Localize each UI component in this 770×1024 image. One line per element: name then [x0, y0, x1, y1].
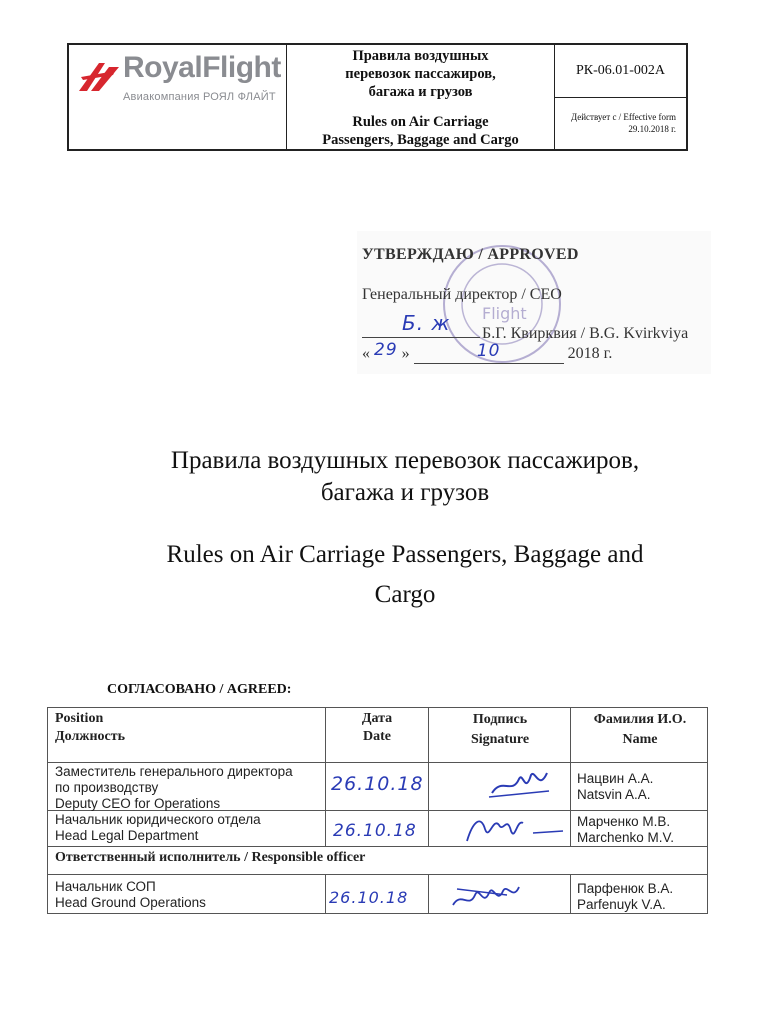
table-border — [325, 874, 326, 914]
table-border — [428, 874, 429, 914]
header-signature-ru: Подпись — [472, 712, 528, 727]
header-title-en-line: Passengers, Baggage and Cargo — [322, 132, 519, 148]
header-title-en — [287, 113, 554, 149]
row-position: Начальник юридического отдела — [55, 812, 261, 827]
header-position — [55, 710, 125, 746]
table-border — [47, 846, 708, 847]
svg-text:Flight: Flight — [482, 304, 527, 323]
effective-label: Действует с / Effective form — [570, 112, 676, 122]
signature-icon — [487, 765, 557, 805]
approval-day: 29 — [374, 340, 398, 360]
header-title-ru-line: Правила воздушных — [352, 48, 489, 64]
row-name — [577, 771, 653, 803]
approval-month: 10 — [476, 341, 501, 361]
row-name-en: Marchenko M.V. — [577, 830, 675, 845]
main-title-ru-line: багажа и грузов — [320, 479, 490, 506]
approval-role: Генеральный директор / CEO — [362, 286, 562, 303]
header-signature — [432, 710, 568, 750]
header-code-cell — [555, 45, 686, 149]
header-title-cell — [287, 45, 555, 149]
table-row — [55, 764, 293, 812]
row-date: 26.10.18 — [333, 821, 417, 841]
table-border — [570, 874, 571, 914]
header-name-ru: Фамилия И.О. — [593, 712, 687, 727]
table-border — [47, 707, 48, 914]
signature-icon — [447, 875, 537, 915]
header-position-en: Position — [55, 711, 104, 726]
header-date — [329, 710, 425, 746]
effective-date-block — [555, 97, 686, 149]
agreed-label: СОГЛАСОВАНО / AGREED: — [107, 682, 292, 697]
table-border — [707, 707, 708, 914]
logo-brand-text: RoyalFlight — [123, 51, 281, 84]
approval-block — [357, 231, 711, 374]
header-position-ru: Должность — [55, 729, 126, 744]
header-signature-en: Signature — [470, 732, 530, 747]
main-title-en-line: Rules on Air Carriage Passengers, Baggage and — [166, 541, 644, 568]
table-border — [570, 707, 571, 847]
royalflight-logo-icon — [75, 57, 121, 95]
row-position: Deputy CEO for Operations — [55, 796, 221, 811]
responsible-officer-label: Ответственный исполнитель / Responsible officer — [55, 850, 366, 865]
row-name-ru: Марченко М.В. — [577, 814, 671, 829]
main-title-en-line: Cargo — [374, 581, 436, 608]
table-border — [47, 707, 708, 708]
header-title-en-line: Rules on Air Carriage — [352, 114, 489, 130]
table-border — [47, 913, 708, 914]
table-border — [47, 762, 708, 763]
row-position: по производству — [55, 780, 159, 795]
approval-year: 2018 г. — [567, 345, 613, 362]
row-date: 26.10.18 — [331, 773, 424, 795]
logo-cell — [69, 45, 287, 149]
header-title-ru-line: перевозок пассажиров, — [345, 66, 496, 82]
approval-date — [362, 340, 613, 364]
header-title-ru — [287, 47, 554, 101]
approval-heading: УТВЕРЖДАЮ / APPROVED — [362, 246, 579, 263]
signature-icon — [459, 811, 569, 847]
main-title-en — [0, 535, 770, 615]
row-position: Начальник СОП — [55, 879, 156, 894]
table-border — [325, 707, 326, 847]
table-border — [428, 707, 429, 847]
date-close-quote: » — [401, 345, 410, 362]
effective-date: 29.10.2018 г. — [628, 124, 676, 134]
header-date-en: Date — [363, 729, 391, 744]
approval-month-line — [414, 343, 564, 364]
row-name-en: Parfenuyk V.A. — [577, 897, 666, 912]
row-name-ru: Нацвин А.А. — [577, 771, 654, 786]
row-name — [577, 881, 673, 913]
header-title-ru-line: багажа и грузов — [368, 84, 473, 100]
approval-signatory: Б.Г. Квирквия / B.G. Kvirkviya — [482, 325, 689, 342]
main-title-ru-line: Правила воздушных перевозок пассажиров, — [170, 447, 640, 474]
document-header — [67, 43, 688, 151]
header-name-en: Name — [622, 732, 658, 747]
row-name-ru: Парфенюк В.А. — [577, 881, 674, 896]
agreement-table — [47, 707, 708, 914]
table-border — [47, 874, 708, 875]
header-date-ru: Дата — [361, 711, 393, 726]
row-position: Head Legal Department — [55, 828, 199, 843]
row-name-en: Natsvin A.A. — [577, 787, 651, 802]
table-row — [55, 879, 206, 911]
row-position: Заместитель генерального директора — [55, 764, 293, 779]
main-title-ru — [0, 445, 770, 509]
row-position: Head Ground Operations — [55, 895, 206, 910]
table-row — [55, 812, 261, 844]
date-open-quote: « — [362, 345, 370, 362]
signature-line — [362, 337, 480, 338]
row-name — [577, 814, 674, 846]
ceo-signature: Б. ж — [402, 311, 451, 335]
logo-subtitle: Авиакомпания РОЯЛ ФЛАЙТ — [123, 91, 276, 103]
document-code: РК-06.01-002А — [555, 45, 686, 98]
row-date: 26.10.18 — [329, 888, 409, 907]
header-name — [573, 710, 707, 750]
